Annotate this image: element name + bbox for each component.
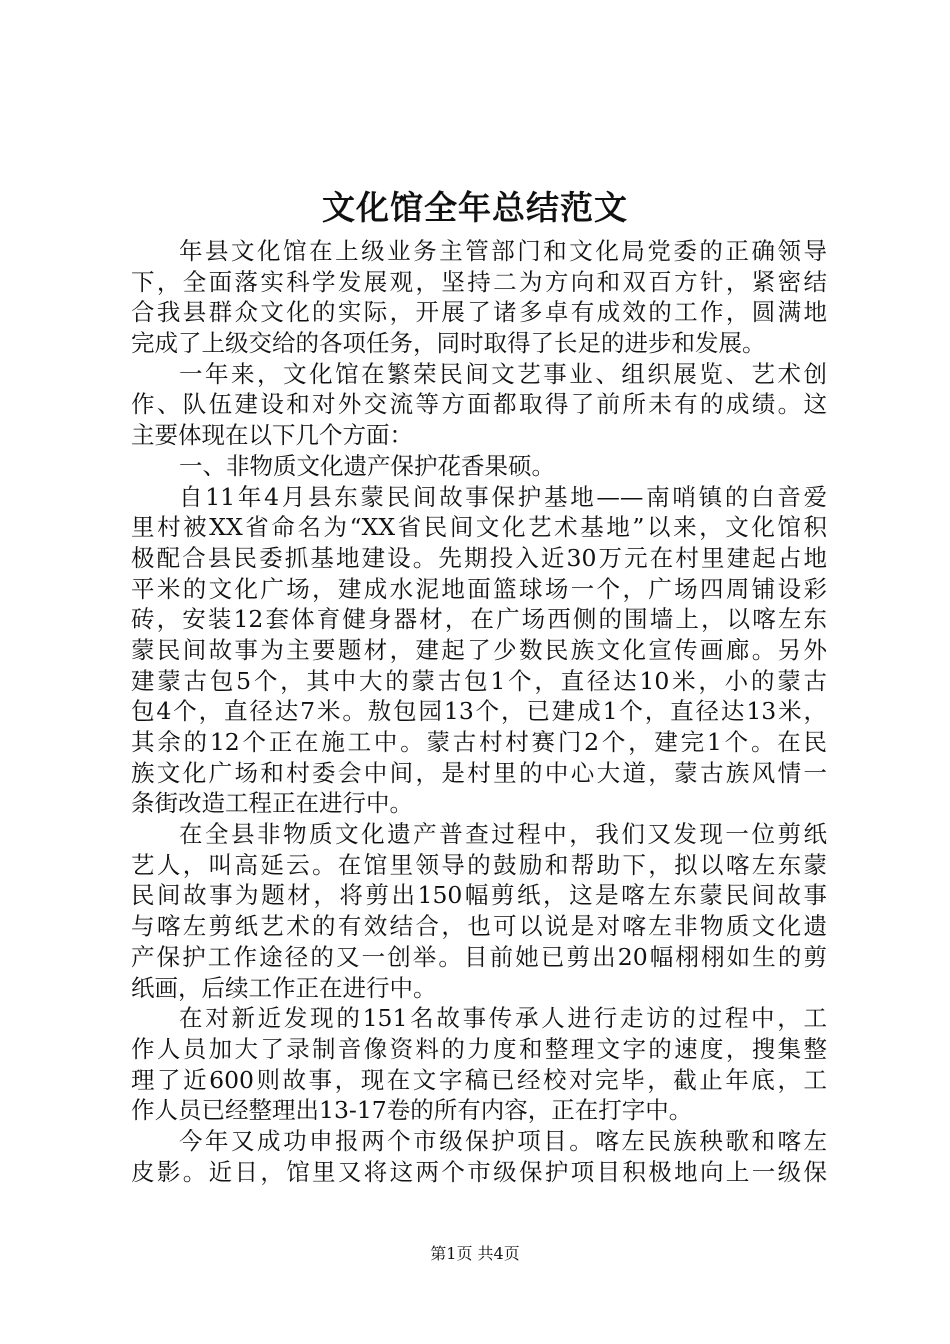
text-line: 与喀左剪纸艺术的有效结合，也可以说是对喀左非物质文化遗 [131,912,827,941]
text-line: 极配合县民委抓基地建设。先期投入近30万元在村里建起占地 [131,543,827,572]
text-line: 作人员加大了录制音像资料的力度和整理文字的速度，搜集整 [131,1034,827,1063]
text-line: 下，全面落实科学发展观，坚持二为方向和双百方针，紧密结 [131,267,827,296]
text-line: 族文化广场和村委会中间，是村里的中心大道，蒙古族风情一 [131,758,827,787]
document-title: 文化馆全年总结范文 [322,188,628,227]
document-body [131,236,827,1187]
text-line: 理了近600则故事，现在文字稿已经校对完毕，截止年底，工 [131,1065,827,1094]
text-line: 条街改造工程正在进行中。 [131,789,413,818]
text-line: 建蒙古包5个，其中大的蒙古包1个，直径达10米，小的蒙古 [131,666,827,695]
text-line: 蒙民间故事为主要题材，建起了少数民族文化宣传画廊。另外 [131,635,827,664]
text-line: 其余的12个正在施工中。蒙古村村赛门2个，建完1个。在民 [131,728,827,756]
text-line: 作人员已经整理出13-17卷的所有内容，正在打字中。 [131,1096,693,1125]
text-line: 皮影。近日，馆里又将这两个市级保护项目积极地向上一级保 [131,1157,827,1186]
text-line: 完成了上级交给的各项任务，同时取得了长足的进步和发展。 [131,329,766,358]
text-line: 合我县群众文化的实际，开展了诸多卓有成效的工作，圆满地 [131,298,827,327]
text-line: 作、队伍建设和对外交流等方面都取得了前所未有的成绩。这 [131,390,827,419]
text-line: 一、非物质文化遗产保护花香果硕。 [179,451,555,480]
text-line: 包4个，直径达7米。敖包园13个，已建成1个，直径达13米， [131,697,827,726]
text-line: 平米的文化广场，建成水泥地面篮球场一个，广场四周铺设彩 [131,574,827,603]
page-footer: 第1页 共4页 [430,1244,520,1263]
text-line: 一年来，文化馆在繁荣民间文艺事业、组织展览、艺术创 [179,359,827,388]
text-line: 主要体现在以下几个方面： [131,421,413,450]
text-line: 产保护工作途径的又一创举。目前她已剪出20幅栩栩如生的剪 [131,942,827,971]
text-line: 在全县非物质文化遗产普查过程中，我们又发现一位剪纸 [179,820,827,849]
text-line: 砖，安装12套体育健身器材，在广场西侧的围墙上，以喀左东 [131,605,827,634]
text-line: 年县文化馆在上级业务主管部门和文化局党委的正确领导 [179,237,827,265]
text-line: 自11年4月县东蒙民间故事保护基地——南哨镇的白音爱 [179,482,827,511]
text-line: 里村被XX省命名为“XX省民间文化艺术基地”以来，文化馆积 [131,513,827,542]
text-line: 在对新近发现的151名故事传承人进行走访的过程中，工 [179,1004,827,1033]
text-line: 民间故事为题材，将剪出150幅剪纸，这是喀左东蒙民间故事 [131,881,827,910]
text-line: 艺人，叫高延云。在馆里领导的鼓励和帮助下，拟以喀左东蒙 [131,850,827,879]
text-line: 今年又成功申报两个市级保护项目。喀左民族秧歌和喀左 [179,1126,827,1155]
text-line: 纸画，后续工作正在进行中。 [131,973,437,1002]
